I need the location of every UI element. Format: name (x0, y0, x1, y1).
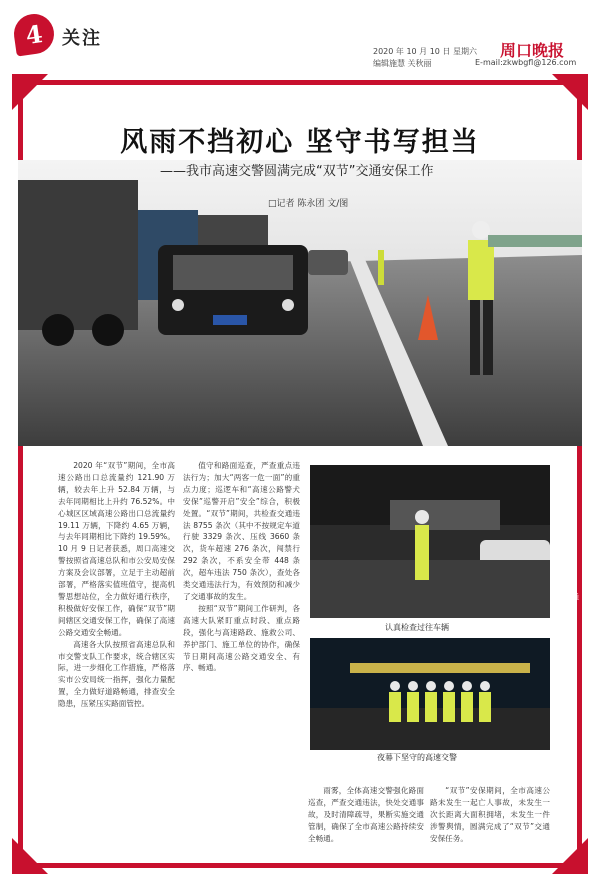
paragraph: “双节”安保期间，全市高速公路未发生一起亡人事故，未发生一次长距离大面积拥堵，未发生一件涉警舆情，圆满完成了“双节”交通安保任务。 (430, 786, 550, 843)
paragraph: 高速各大队按照省高速总队和市交警支队工作要求，统合辖区实际，进一步细化工作措施，严格落实市公安局统一指挥，强化力量配置，全力做好道路畅通，排查安全隐患，压紧压实路面管控。 (58, 639, 175, 709)
photo-night-police (310, 638, 550, 750)
article-byline: □记者 陈永团 文/图 (268, 199, 349, 209)
article-column-3 (308, 785, 424, 845)
article-column-2 (183, 460, 300, 845)
paragraph: 值守和路面巡查，严查重点违法行为；加大“两客一危一面”的重点力度；巡逻车和“高速公路警犬安保”巡警开启”安全”综合，积极处置。“双节”期间，共检查交通违法 8755 条次（其中不按规定车道行驶 3329 条次、压线 3660 条次，货车超速 276 条次，闯禁行 292 条次，不系安全带 448 条次，超车违法 750 条次），查处各类交通违法行为，有效预防和减少了交通事故的发生。 (183, 461, 300, 601)
paragraph: 雨雾，全体高速交警强化路面巡查，严查交通违法，快处交通事故，及时清障疏导，果断实施交通管制，确保了全市高速公路持续安全畅通。 (308, 786, 424, 843)
section-title: 关注 (62, 28, 102, 49)
editor-line: 编辑施慧 关秋丽 (373, 59, 432, 68)
article-column-4 (430, 785, 550, 845)
page-number-badge: 4 (11, 11, 56, 56)
paragraph: 按照“双节”期间工作研判，各高速大队紧盯重点时段、重点路段，强化与高速路政、施救公司、养护部门、施工单位的协作，确保节日期间高速公路交通安全、有序、畅通。 (183, 603, 300, 673)
photo-credit: 疏导交通 (551, 593, 579, 601)
article-column-1 (58, 460, 175, 845)
photo-caption: 夜幕下坚守的高速交警 (377, 753, 457, 762)
photo-caption: 认真检查过往车辆 (385, 623, 449, 632)
paragraph: 2020 年“双节”期间，全市高速公路出口总流量约 121.90 万辆，较去年上升 52.84 万辆，与去年同期相比上升约 76.52%。中心城区区域高速公路出口总流量约 19.11 万辆，下降约 4.65 万辆，与去年同期相比下降约 19.59%。10 月 9 日记者获悉，周口高速交警按照省高速总队和市公安局安保方案及会议部署，立足于主动超前部署，严格落实值班值守，提高机警思想站位，全力做好通行秩序，积极做好安保工作，确保“双节”期间辖区交通安保工作，确保了高速公路交通安全畅通。 (58, 461, 175, 637)
masthead (0, 0, 600, 68)
article-headline: 风雨不挡初心 坚守书写担当 (120, 127, 480, 158)
newspaper-brand: 周口晚报 (500, 41, 565, 60)
date-line: 2020 年 10 月 10 日 星期六 (373, 47, 477, 56)
article-subhead: ——我市高速交警圆满完成“双节”交通安保工作 (160, 164, 434, 179)
photo-checking-vehicles (310, 465, 550, 618)
contact-email: E-mail:zkwbgfl@126.com (475, 58, 577, 67)
